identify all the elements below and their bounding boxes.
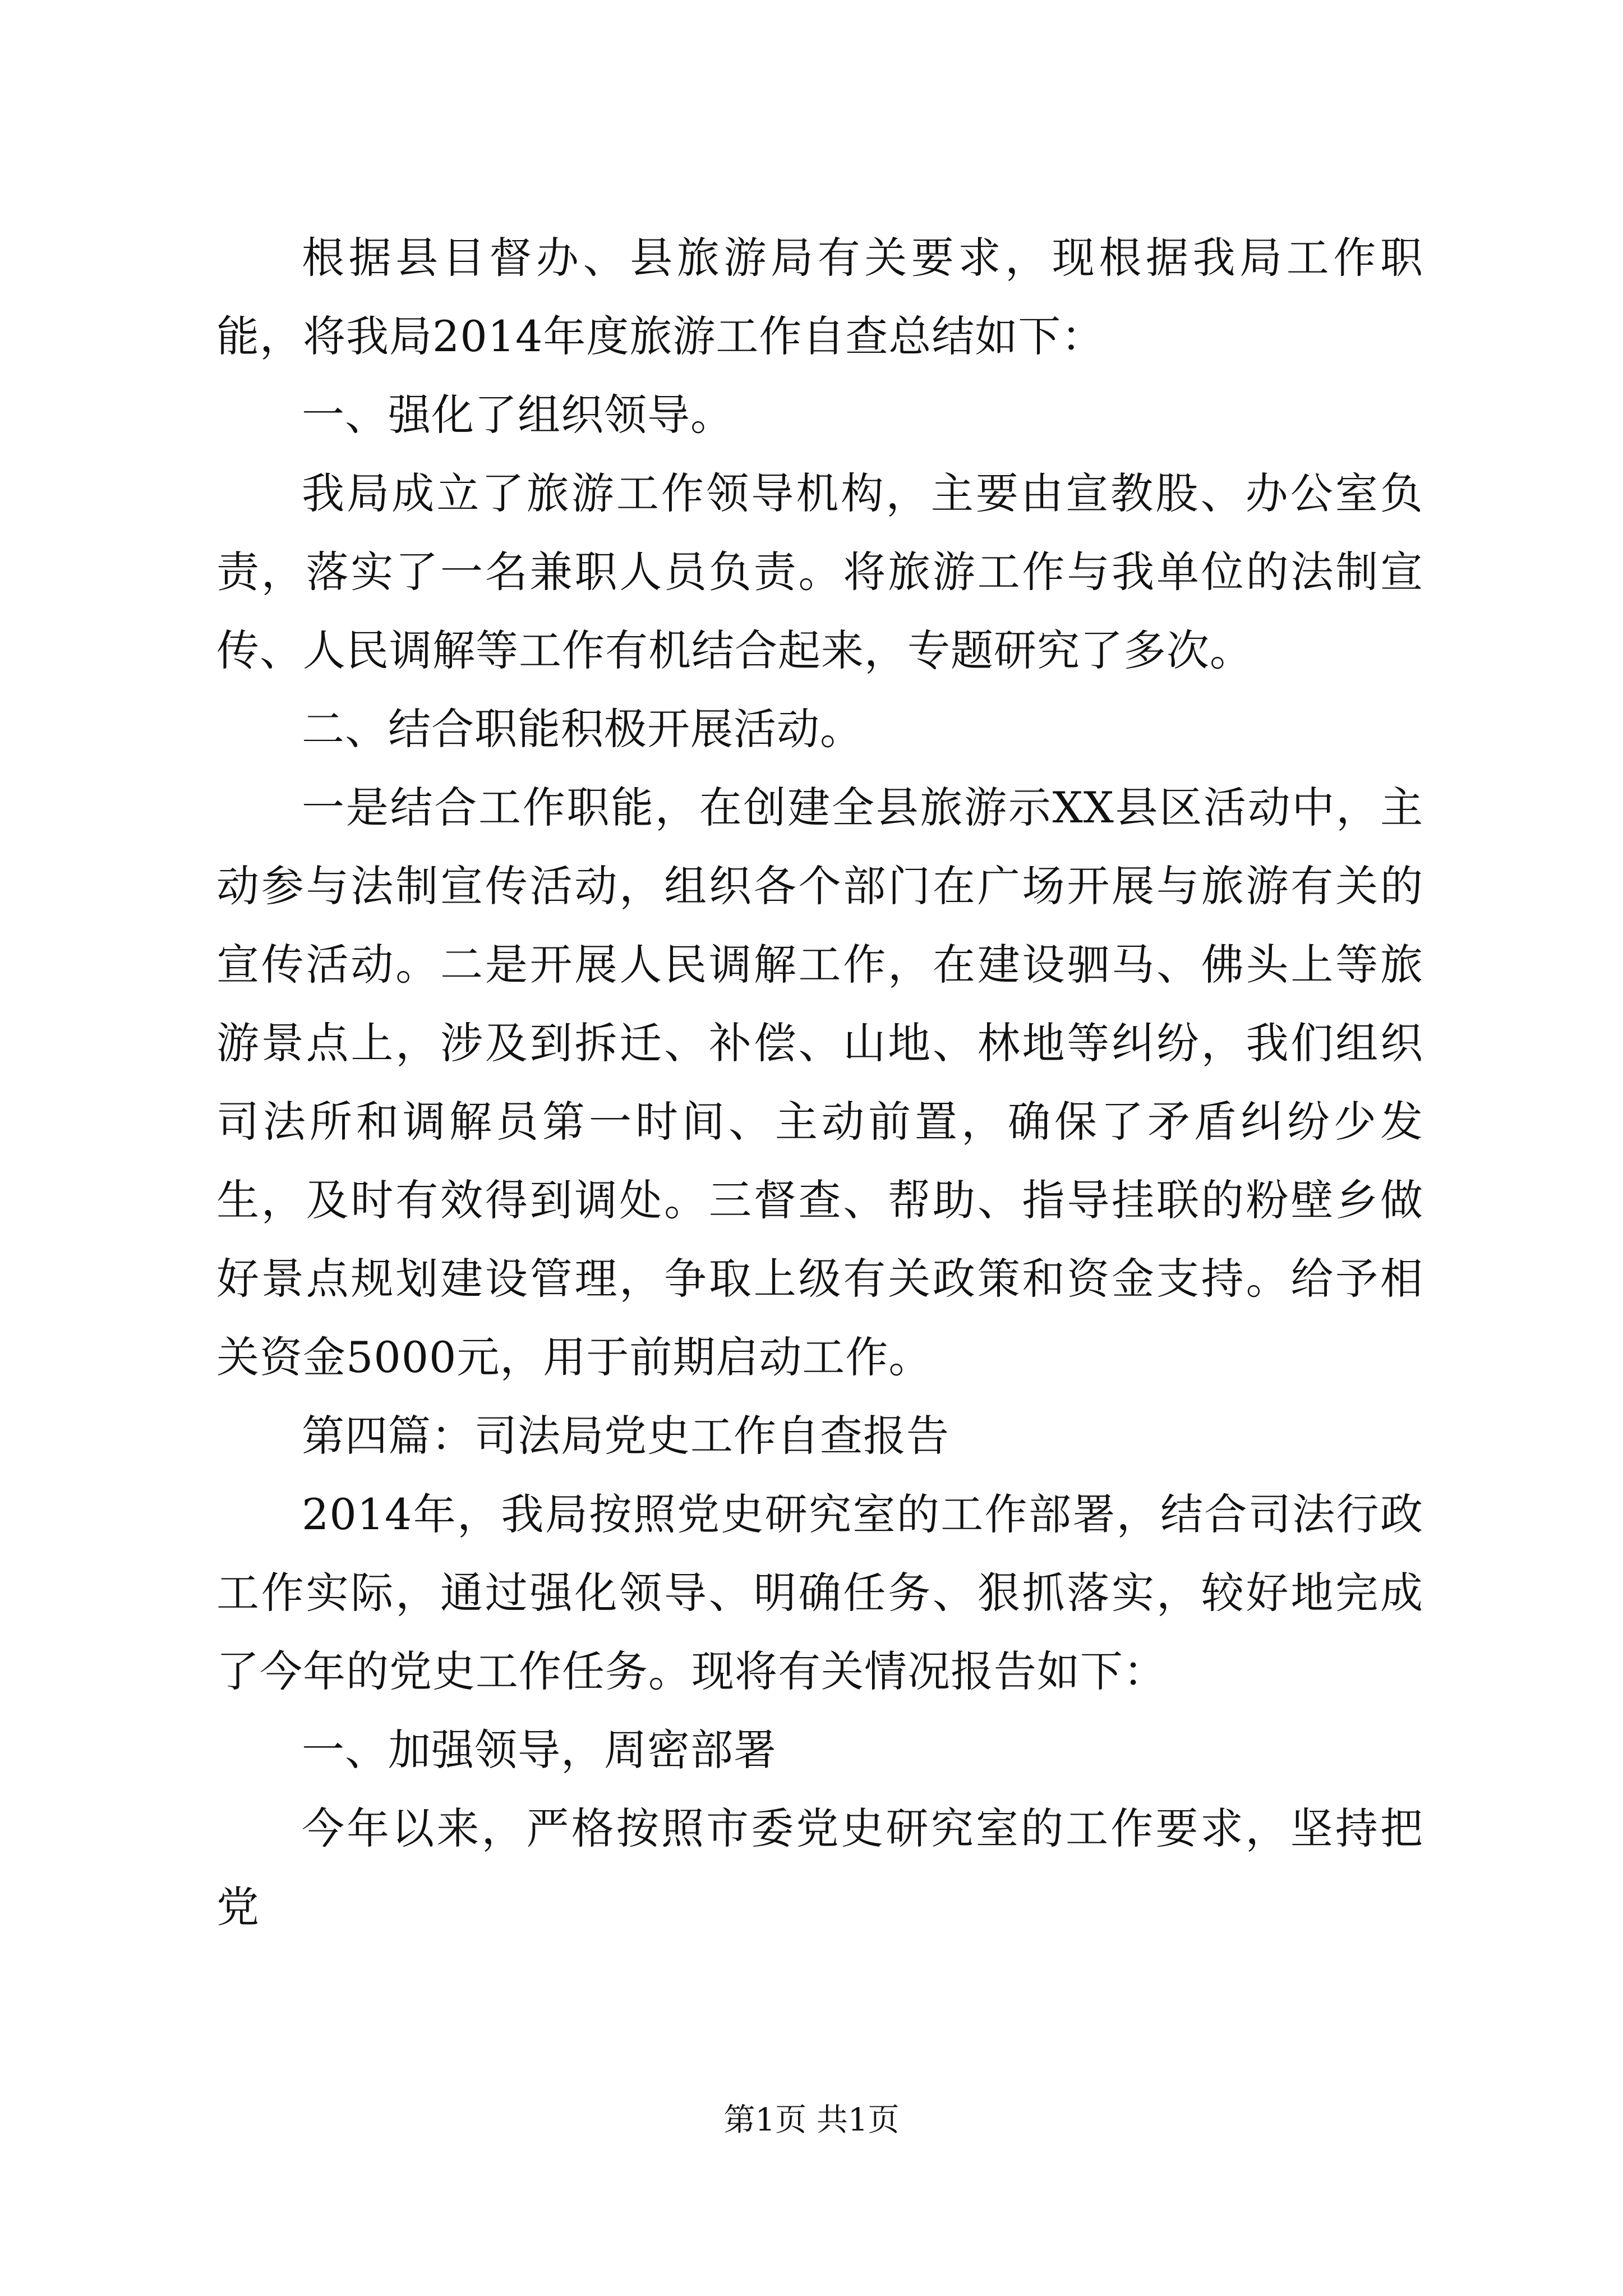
body-paragraph: 今年以来，严格按照市委党史研究室的工作要求，坚持把党 [216, 1803, 1423, 1932]
body-paragraph: 一是结合工作职能，在创建全县旅游示XX县区活动中，主动参与法制宣传活动，组织各个部门在广场开展与旅游有关的宣传活动。二是开展人民调解工作，在建设驷马、佛头上等旅游景点上，涉及到拆迁、补偿、山地、林地等纠纷，我们组织司法所和调解员第一时间、主动前置，确保了矛盾纠纷少发生，及时有效得到调处。三督查、帮助、指导挂联的粉壁乡做好景点规划建设管理，争取上级有关政策和资金支持。给予相关资金5000元，用于前期启动工作。 [216, 783, 1423, 1382]
section-heading: 一、加强领导，周密部署 [302, 1725, 777, 1775]
document-body [216, 219, 1423, 1947]
section-heading: 二、结合职能积极开展活动。 [302, 704, 863, 754]
section-heading: 一、强化了组织领导。 [302, 390, 734, 440]
body-paragraph: 根据县目督办、县旅游局有关要求，现根据我局工作职能，将我局2014年度旅游工作自查总结如下： [216, 233, 1423, 361]
page-footer: 第1页 共1页 [723, 2102, 900, 2138]
body-paragraph: 2014年，我局按照党史研究室的工作部署，结合司法行政工作实际，通过强化领导、明确任务、狠抓落实，较好地完成了今年的党史工作任务。现将有关情况报告如下： [216, 1489, 1423, 1696]
document-subtitle: 第四篇：司法局党史工作自查报告 [302, 1411, 949, 1461]
body-paragraph: 我局成立了旅游工作领导机构，主要由宣教股、办公室负责，落实了一名兼职人员负责。将旅游工作与我单位的法制宣传、人民调解等工作有机结合起来，专题研究了多次。 [216, 468, 1423, 675]
